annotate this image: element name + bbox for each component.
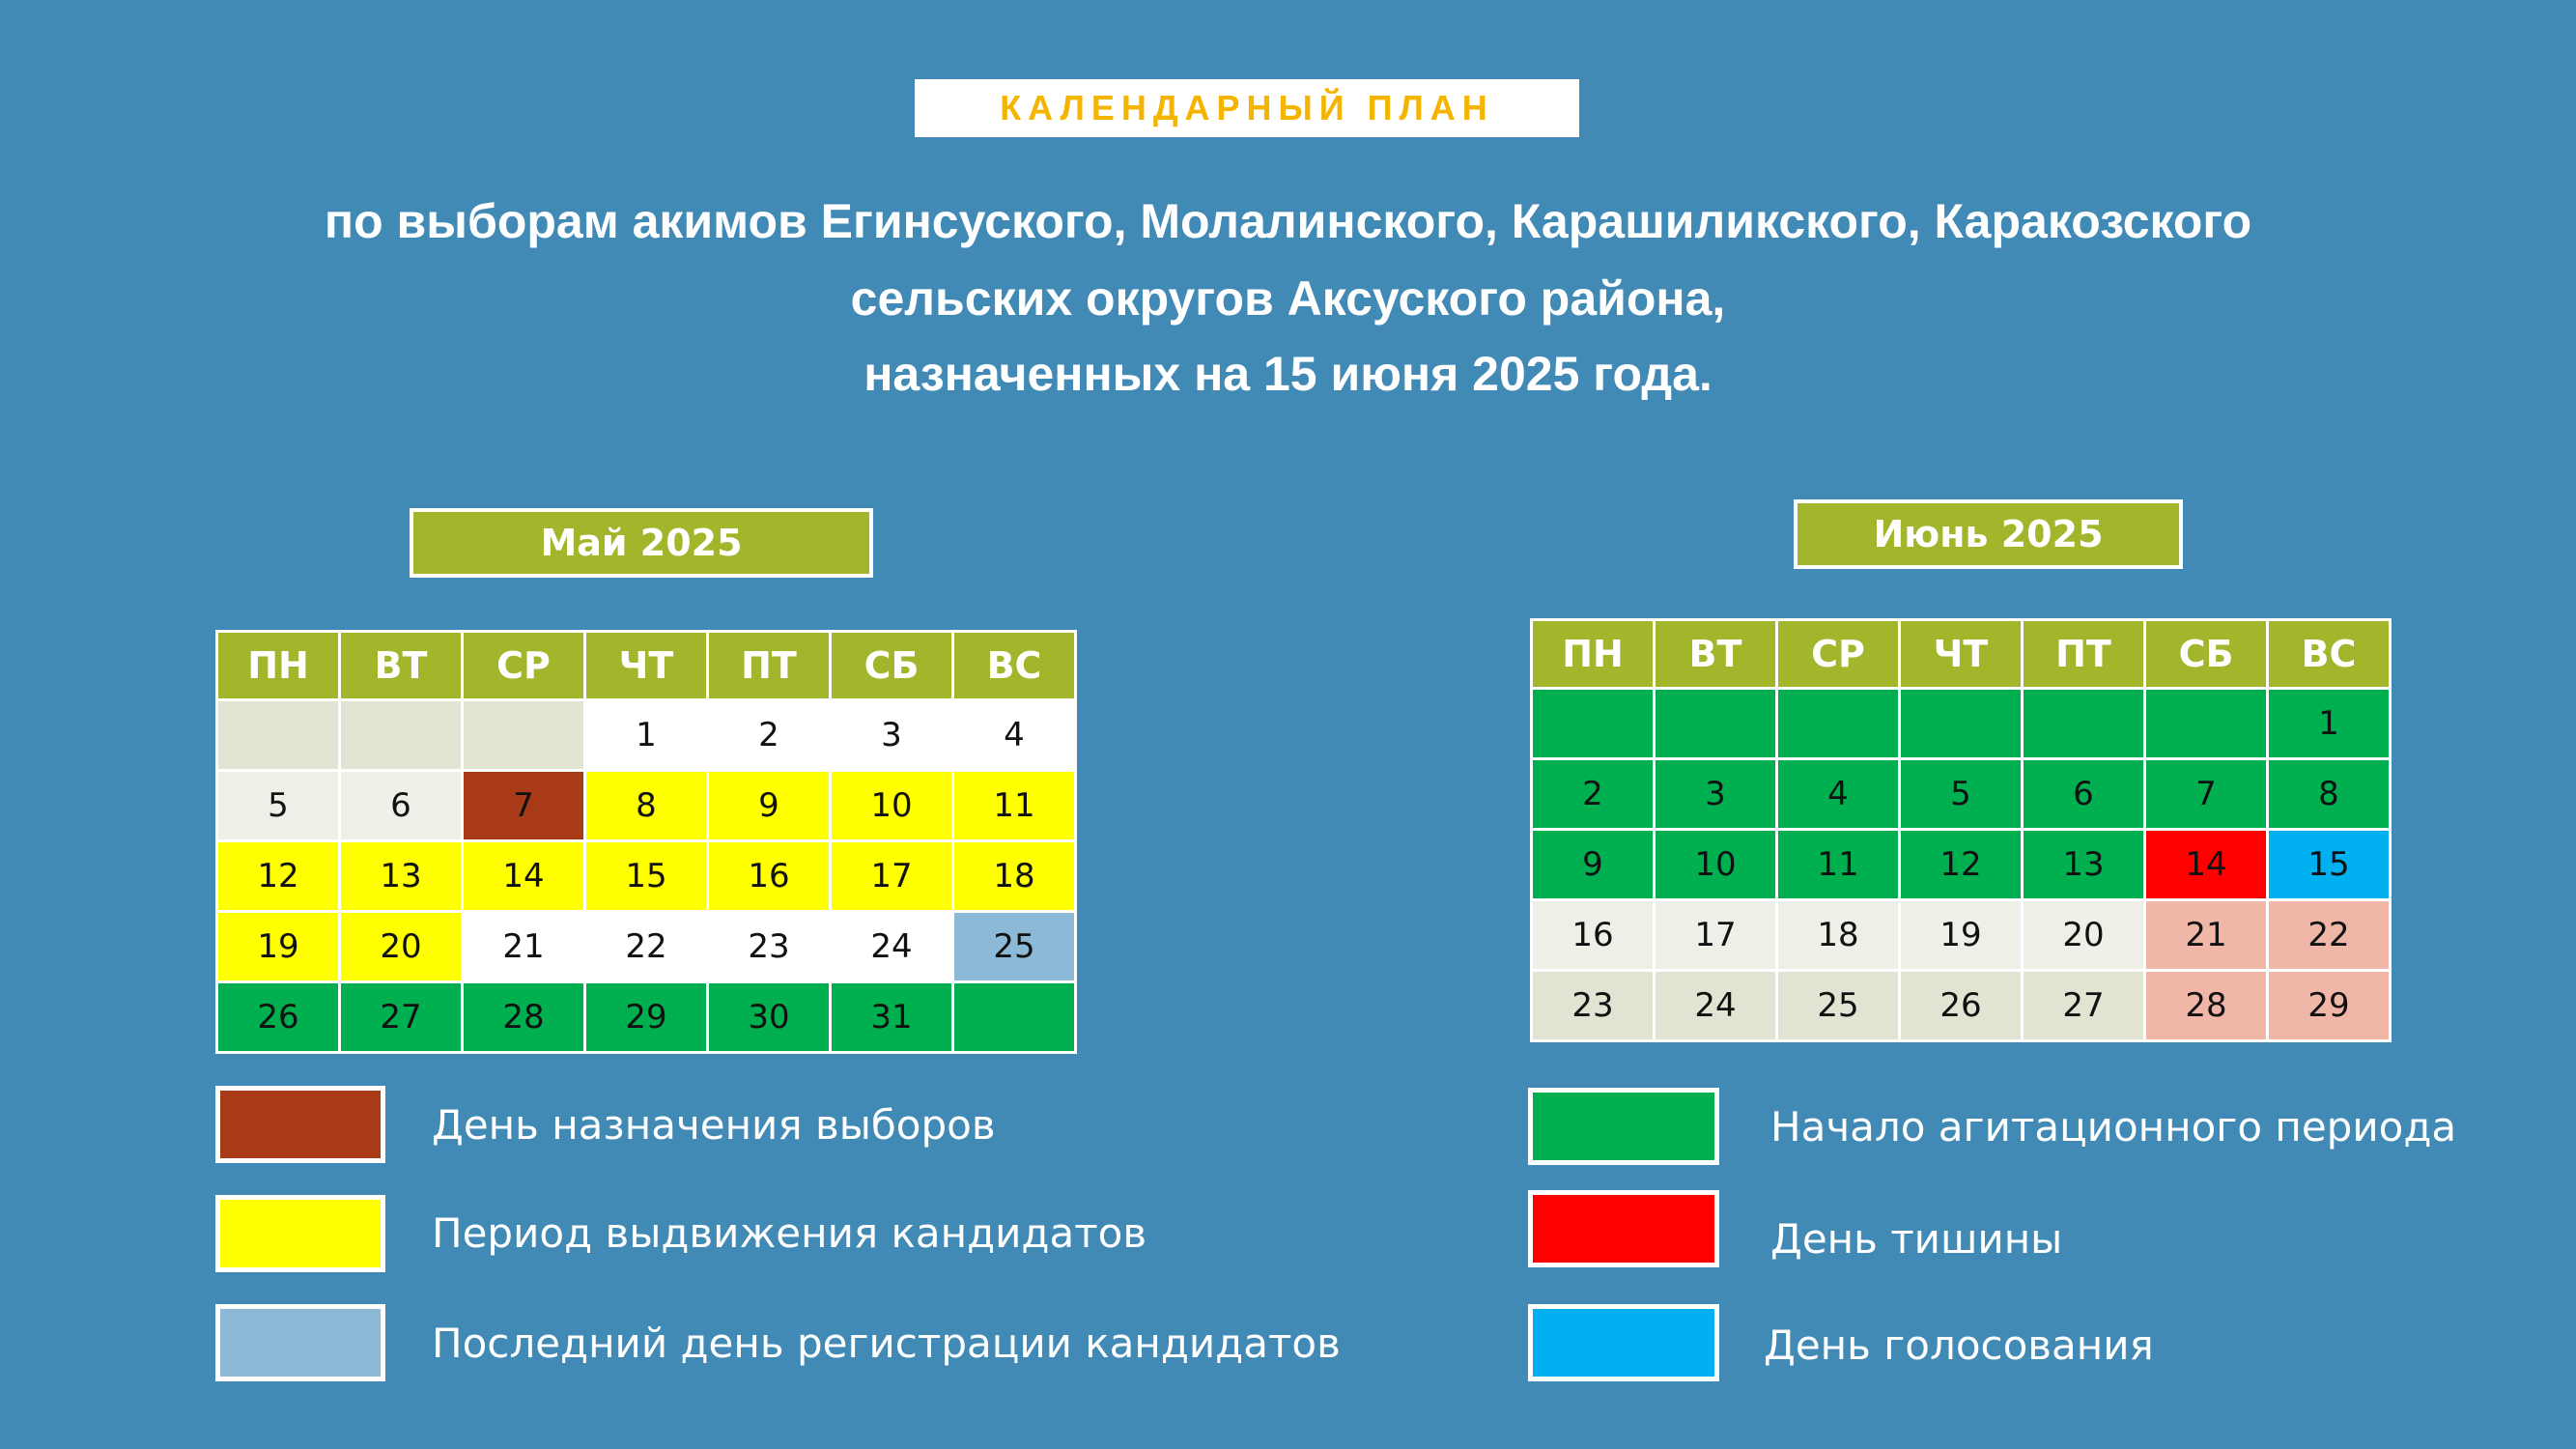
may-day-cell: 26 bbox=[217, 982, 340, 1053]
june-day-cell: 3 bbox=[1655, 759, 1777, 830]
may-day-cell: 14 bbox=[463, 841, 585, 912]
june-day-cell: 11 bbox=[1777, 830, 1900, 900]
june-calendar bbox=[1530, 618, 2392, 1042]
june-day-cell: 28 bbox=[2145, 971, 2268, 1041]
may-day-cell: 6 bbox=[340, 771, 463, 841]
calendar-plan-banner: КАЛЕНДАРНЫЙ ПЛАН bbox=[915, 79, 1579, 137]
june-day-cell: 21 bbox=[2145, 900, 2268, 971]
june-day-cell: 22 bbox=[2268, 900, 2391, 971]
june-weekday-header: СБ bbox=[2145, 620, 2268, 689]
may-day-cell bbox=[340, 700, 463, 771]
june-day-cell: 15 bbox=[2268, 830, 2391, 900]
june-day-cell: 18 bbox=[1777, 900, 1900, 971]
may-week-row bbox=[217, 841, 1076, 912]
may-week-row bbox=[217, 700, 1076, 771]
june-week-row bbox=[1532, 689, 2391, 759]
may-weekday-header: СБ bbox=[831, 632, 953, 700]
may-day-cell: 10 bbox=[831, 771, 953, 841]
may-day-cell: 11 bbox=[953, 771, 1076, 841]
june-day-cell: 1 bbox=[2268, 689, 2391, 759]
may-day-cell: 8 bbox=[585, 771, 708, 841]
legend-registration-label: Последний день регистрации кандидатов bbox=[432, 1320, 1341, 1367]
june-day-cell: 14 bbox=[2145, 830, 2268, 900]
may-day-cell: 17 bbox=[831, 841, 953, 912]
june-day-cell bbox=[1532, 689, 1655, 759]
legend-silence-swatch bbox=[1528, 1190, 1719, 1267]
legend-voting-label: День голосования bbox=[1764, 1321, 2154, 1369]
may-weekday-header: ВТ bbox=[340, 632, 463, 700]
june-weekday-header: ЧТ bbox=[1900, 620, 2023, 689]
legend-campaign-label: Начало агитационного периода bbox=[1770, 1103, 2457, 1151]
may-weekday-header: ПН bbox=[217, 632, 340, 700]
june-day-cell: 9 bbox=[1532, 830, 1655, 900]
june-weekday-header: ПН bbox=[1532, 620, 1655, 689]
may-day-cell: 21 bbox=[463, 912, 585, 982]
june-day-cell: 25 bbox=[1777, 971, 1900, 1041]
may-day-cell: 15 bbox=[585, 841, 708, 912]
may-weekday-header: ВС bbox=[953, 632, 1076, 700]
june-day-cell: 8 bbox=[2268, 759, 2391, 830]
june-day-cell: 5 bbox=[1900, 759, 2023, 830]
june-day-cell: 4 bbox=[1777, 759, 1900, 830]
may-day-cell: 29 bbox=[585, 982, 708, 1053]
june-day-cell bbox=[2145, 689, 2268, 759]
june-week-row bbox=[1532, 900, 2391, 971]
june-day-cell: 16 bbox=[1532, 900, 1655, 971]
may-day-cell: 4 bbox=[953, 700, 1076, 771]
may-day-cell: 24 bbox=[831, 912, 953, 982]
may-week-row bbox=[217, 912, 1076, 982]
june-weekday-header: СР bbox=[1777, 620, 1900, 689]
may-day-cell: 31 bbox=[831, 982, 953, 1053]
june-day-cell: 6 bbox=[2023, 759, 2145, 830]
legend-appointment-swatch bbox=[215, 1086, 385, 1163]
june-day-cell: 29 bbox=[2268, 971, 2391, 1041]
june-weekday-header: ПТ bbox=[2023, 620, 2145, 689]
may-day-cell: 19 bbox=[217, 912, 340, 982]
legend-silence-label: День тишины bbox=[1770, 1215, 2063, 1263]
june-week-row bbox=[1532, 759, 2391, 830]
legend-nomination-swatch bbox=[215, 1195, 385, 1272]
may-day-cell: 18 bbox=[953, 841, 1076, 912]
june-day-cell bbox=[2023, 689, 2145, 759]
may-day-cell: 25 bbox=[953, 912, 1076, 982]
may-day-cell bbox=[463, 700, 585, 771]
may-weekday-header: СР bbox=[463, 632, 585, 700]
legend-appointment-label: День назначения выборов bbox=[432, 1101, 996, 1149]
june-day-cell: 12 bbox=[1900, 830, 2023, 900]
may-day-cell: 28 bbox=[463, 982, 585, 1053]
subtitle-line-2: сельских округов Аксуского района, bbox=[850, 271, 1726, 326]
june-day-cell: 24 bbox=[1655, 971, 1777, 1041]
may-day-cell: 22 bbox=[585, 912, 708, 982]
june-day-cell: 10 bbox=[1655, 830, 1777, 900]
may-calendar bbox=[215, 630, 1077, 1054]
may-week-row bbox=[217, 982, 1076, 1053]
legend-voting-swatch bbox=[1528, 1304, 1719, 1381]
may-day-cell: 27 bbox=[340, 982, 463, 1053]
may-day-cell: 13 bbox=[340, 841, 463, 912]
june-day-cell bbox=[1777, 689, 1900, 759]
june-day-cell bbox=[1900, 689, 2023, 759]
june-month-header: Июнь 2025 bbox=[1794, 499, 2183, 569]
legend-campaign-swatch bbox=[1528, 1088, 1719, 1165]
legend-registration-swatch bbox=[215, 1304, 385, 1381]
june-weekday-header: ВС bbox=[2268, 620, 2391, 689]
may-weekday-header: ЧТ bbox=[585, 632, 708, 700]
june-weekday-header: ВТ bbox=[1655, 620, 1777, 689]
may-weekday-header: ПТ bbox=[708, 632, 831, 700]
may-day-cell: 1 bbox=[585, 700, 708, 771]
may-day-cell: 16 bbox=[708, 841, 831, 912]
may-day-cell: 30 bbox=[708, 982, 831, 1053]
may-day-cell: 9 bbox=[708, 771, 831, 841]
june-day-cell: 26 bbox=[1900, 971, 2023, 1041]
may-day-cell: 23 bbox=[708, 912, 831, 982]
may-month-header: Май 2025 bbox=[410, 508, 873, 578]
may-week-row bbox=[217, 771, 1076, 841]
june-day-cell: 17 bbox=[1655, 900, 1777, 971]
june-day-cell: 23 bbox=[1532, 971, 1655, 1041]
may-day-cell: 3 bbox=[831, 700, 953, 771]
may-day-cell: 7 bbox=[463, 771, 585, 841]
june-week-row bbox=[1532, 830, 2391, 900]
june-week-row bbox=[1532, 971, 2391, 1041]
june-day-cell: 7 bbox=[2145, 759, 2268, 830]
june-day-cell: 19 bbox=[1900, 900, 2023, 971]
may-day-cell: 5 bbox=[217, 771, 340, 841]
may-day-cell bbox=[217, 700, 340, 771]
may-day-cell: 20 bbox=[340, 912, 463, 982]
june-day-cell: 2 bbox=[1532, 759, 1655, 830]
may-day-cell: 2 bbox=[708, 700, 831, 771]
subtitle-line-3: назначенных на 15 июня 2025 года. bbox=[863, 347, 1713, 401]
june-day-cell bbox=[1655, 689, 1777, 759]
june-day-cell: 20 bbox=[2023, 900, 2145, 971]
subtitle-line-1: по выборам акимов Егинсуского, Молалинского, Карашиликского, Каракозского bbox=[324, 194, 2252, 248]
may-day-cell bbox=[953, 982, 1076, 1053]
legend-nomination-label: Период выдвижения кандидатов bbox=[432, 1209, 1147, 1257]
june-day-cell: 13 bbox=[2023, 830, 2145, 900]
june-day-cell: 27 bbox=[2023, 971, 2145, 1041]
may-day-cell: 12 bbox=[217, 841, 340, 912]
